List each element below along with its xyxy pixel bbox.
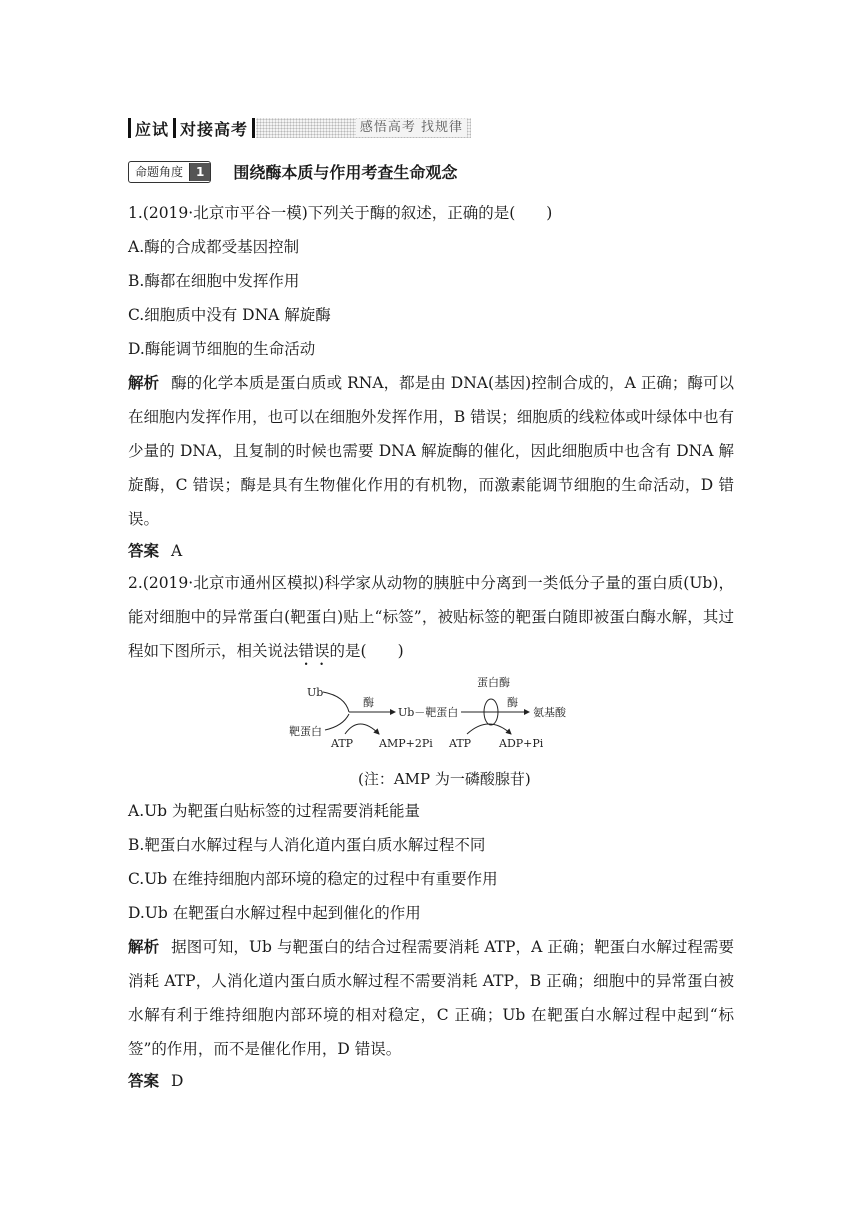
topic-tag-number: 1 <box>189 163 210 181</box>
q2-answer <box>128 1071 183 1091</box>
section-header-title <box>128 116 255 140</box>
q1-answer <box>128 541 182 561</box>
q1-answer-value: A <box>171 542 183 560</box>
q1-stem: 1.(2019·北京市平谷一模)下列关于酶的叙述，正确的是( ) <box>128 204 553 222</box>
diagram-label-amp: AMP+2Pi <box>379 737 433 750</box>
diagram-label-adp: ADP+Pi <box>499 737 544 750</box>
topic-tag-label: 命题角度 <box>135 164 184 179</box>
q2-analysis-text: 据图可知，Ub 与靶蛋白的结合过程需要消耗 ATP，A 正确；靶蛋白水解过程需要消耗 ATP，人消化道内蛋白质水解过程不需要消耗 ATP，B 正确；细胞中的异常蛋白被水解有利于维持细胞内部环境的相对稳定，C 正确；Ub 在靶蛋白水解过程中起到“标签”的作用，而不是催化作用，D 错误。 <box>128 938 734 1058</box>
header-divider <box>252 118 255 138</box>
q2-option-c: C.Ub 在维持细胞内部环境的稳定的过程中有重要作用 <box>128 870 498 888</box>
q2-answer-value: D <box>171 1072 184 1090</box>
topic-heading <box>128 160 457 183</box>
header-title-part2: 对接高考 <box>180 119 249 139</box>
diagram-arrow-ub-in <box>323 692 349 712</box>
q2-answer-label: 答案 <box>128 1072 160 1090</box>
q1-analysis-text: 酶的化学本质是蛋白质或 RNA，都是由 DNA(基因)控制合成的，A 正确；酶可以在细胞内发挥作用，也可以在细胞外发挥作用，B 错误；细胞质的线粒体或叶绿体中也有少量的 DNA，且复制的时候也需要 DNA 解旋酶的催化，因此细胞质中也含有 DNA 解旋酶，C 错误；酶是具有生物催化作用的有机物，而激素能调节细胞的生命活动，D 错误。 <box>128 374 734 528</box>
diagram-label-enzyme1: 酶 <box>363 696 374 709</box>
diagram-note: (注：AMP 为一磷酸腺苷) <box>358 770 531 788</box>
q1-option-c: C.细胞质中没有 DNA 解旋酶 <box>128 306 331 324</box>
diagram-arrow-atp2 <box>467 724 511 734</box>
q2-option-b: B.靶蛋白水解过程与人消化道内蛋白质水解过程不同 <box>128 836 486 854</box>
header-divider <box>173 118 176 138</box>
topic-tag <box>128 161 211 183</box>
q1-analysis <box>128 366 734 536</box>
diagram-arrow-atp1 <box>345 724 379 734</box>
header-title-part1: 应试 <box>135 119 170 139</box>
q2-stem-part2: 的是( ) <box>329 642 404 660</box>
q2-option-d: D.Ub 在靶蛋白水解过程中起到催化的作用 <box>128 904 421 922</box>
diagram-label-protease: 蛋白酶 <box>477 676 510 689</box>
diagram-label-ub: Ub <box>307 686 324 699</box>
header-divider <box>128 118 131 138</box>
q2-stem <box>128 566 734 669</box>
diagram-label-atp1: ATP <box>331 737 354 750</box>
q2-option-a: A.Ub 为靶蛋白贴标签的过程需要消耗能量 <box>128 802 421 820</box>
ubiquitin-process-diagram <box>283 672 583 752</box>
diagram-arrow-target-in <box>325 714 349 730</box>
diagram-label-product: 氨基酸 <box>533 706 566 719</box>
diagram-label-complex: Ub－靶蛋白 <box>398 706 459 719</box>
diagram-label-atp2: ATP <box>449 737 472 750</box>
section-header-band <box>128 116 473 140</box>
q2-analysis <box>128 930 734 1066</box>
q2-stem-part1: 2.(2019·北京市通州区模拟)科学家从动物的胰脏中分离到一类低分子量的蛋白质(Ub)，能对细胞中的异常蛋白(靶蛋白)贴上“标签”，被贴标签的靶蛋白随即被蛋白酶水解，其过程如下图所示，相关说法 <box>128 574 734 660</box>
q2-analysis-label: 解析 <box>128 938 160 956</box>
diagram-label-target: 靶蛋白 <box>289 725 322 738</box>
q1-analysis-label: 解析 <box>128 374 160 392</box>
q1-option-b: B.酶都在细胞中发挥作用 <box>128 272 300 290</box>
q1-option-d: D.酶能调节细胞的生命活动 <box>128 340 316 358</box>
q1-option-a: A.酶的合成都受基因控制 <box>128 238 300 256</box>
q2-stem-emphasis: 错误 <box>298 642 330 660</box>
header-subtitle: 感悟高考 找规律 <box>356 119 467 137</box>
q1-answer-label: 答案 <box>128 542 160 560</box>
topic-title: 围绕酶本质与作用考查生命观念 <box>233 163 458 182</box>
diagram-label-enzyme2: 酶 <box>507 696 518 709</box>
